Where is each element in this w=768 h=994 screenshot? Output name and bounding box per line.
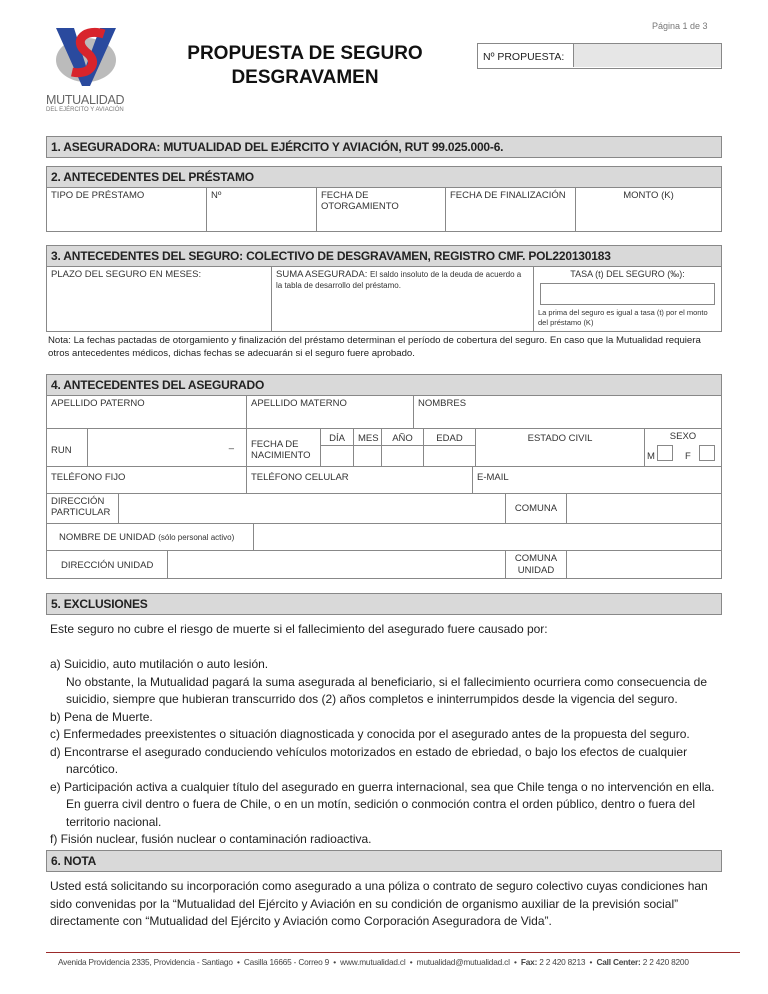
suma-label: SUMA ASEGURADA: [276, 269, 368, 280]
comuna-unidad-label: COMUNA UNIDAD [505, 550, 567, 579]
telefono-fijo-field[interactable]: TELÉFONO FIJO [46, 466, 247, 494]
call-center-label: Call Center: [596, 957, 641, 967]
logo-sub: DEL EJÉRCITO Y AVIACIÓN [46, 107, 124, 113]
fax-label: Fax: [520, 957, 538, 967]
sexo-f-label: F [685, 451, 691, 462]
run-dash: – [228, 443, 234, 454]
mes-field[interactable]: MES [353, 428, 382, 467]
logo-icon [46, 26, 126, 88]
fecha-finalizacion-field[interactable]: FECHA DE FINALIZACIÓN [445, 187, 576, 232]
apellido-paterno-field[interactable]: APELLIDO PATERNO [46, 395, 247, 429]
apellido-materno-field[interactable]: APELLIDO MATERNO [246, 395, 414, 429]
email-field[interactable]: E-MAIL [472, 466, 722, 494]
date-divider [320, 445, 476, 446]
nota-text: Usted está solicitando su incorporación como asegurado a una póliza o contrato de seguro colectivo cuyas condiciones han sido convenidas por la “Mutualidad del Ejército y Aviación en su condición de organismo auxiliar de la previsión social” directamente con “Mutualidad del Ejército y Aviación como Corporación Aseguradora de Vida”. [50, 879, 708, 928]
comuna-field[interactable] [566, 493, 722, 524]
page-number: Página 1 de 3 [652, 21, 708, 31]
section-3-note: Nota: La fechas pactadas de otorgamiento y finalización del préstamo determinan el período de cobertura del seguro. En caso que la Mutualidad requiera otros antecedentes médicos, dichas fechas se adecuarán si el seguro fuere aprobado. [48, 335, 701, 359]
comuna-label: COMUNA [505, 493, 567, 524]
tasa-input[interactable] [540, 283, 715, 305]
title-line-1: PROPUESTA DE SEGURO [187, 43, 423, 64]
suma-asegurada [271, 266, 534, 332]
comuna-unidad-field[interactable] [566, 550, 722, 579]
plazo-field[interactable]: PLAZO DEL SEGURO EN MESES: [46, 266, 272, 332]
sexo-m-label: M [647, 451, 655, 462]
exclusion-a: a) Suicidio, auto mutilación o auto lesión. [50, 657, 269, 671]
call-center-number: 2 2 420 8200 [642, 957, 689, 967]
run-label: RUN [46, 428, 88, 467]
telefono-celular-field[interactable]: TELÉFONO CELULAR [246, 466, 473, 494]
footer-email[interactable]: mutualidad@mutualidad.cl [416, 957, 510, 967]
exclusion-a-note: No obstante, la Mutualidad pagará la suma asegurada al beneficiario, si el fallecimiento ocurriera como consecuencia de suicidio, siempre que hubieran transcurrido dos (2) años completos e ininterrumpidos desde la vigencia del seguro. [66, 674, 708, 706]
unidad-field[interactable] [253, 523, 722, 551]
estado-civil-field[interactable]: ESTADO CIVIL [475, 428, 645, 467]
tasa-label: TASA (t) DEL SEGURO (‰): [570, 269, 685, 279]
exclusion-c: c) Enfermedades preexistentes o situación diagnosticada y conocida por el asegurado antes de la propuesta del seguro. [50, 727, 690, 741]
exclusiones-intro: Este seguro no cubre el riesgo de muerte si el fallecimiento del asegurado fuere causado por: [50, 622, 548, 636]
page-title [160, 42, 450, 90]
direccion-field[interactable] [118, 493, 506, 524]
logo-name: MUTUALIDAD [46, 93, 125, 107]
footer: Avenida Providencia 2335, Providencia - Santiago • Casilla 16665 - Correo 9 • www.mutualidad.cl • mutualidad@mutualidad.cl • Fax: 2 2 420 8213 • Call Center: 2 2 420 8200 [58, 957, 689, 967]
anio-field[interactable]: AÑO [381, 428, 424, 467]
numero-field[interactable]: Nº [206, 187, 317, 232]
exclusiones-list [50, 656, 722, 849]
propuesta-input[interactable] [573, 44, 721, 67]
direccion-unidad-field[interactable] [167, 550, 506, 579]
propuesta-box [477, 43, 722, 69]
exclusion-f: f) Fisión nuclear, fusión nuclear o contaminación radioactiva. [50, 832, 372, 846]
exclusion-b: b) Pena de Muerte. [50, 709, 153, 724]
footer-address: Avenida Providencia 2335, Providencia - Santiago [58, 957, 233, 967]
footer-web[interactable]: www.mutualidad.cl [340, 957, 406, 967]
tipo-prestamo-field[interactable]: TIPO DE PRÉSTAMO [46, 187, 207, 232]
section-4-header: 4. ANTECEDENTES DEL ASEGURADO [46, 374, 722, 396]
fax-number: 2 2 420 8213 [539, 957, 586, 967]
monto-field[interactable]: MONTO (K) [575, 187, 722, 232]
sexo-cell [644, 428, 722, 467]
footer-divider [46, 952, 740, 953]
exclusion-e: e) Participación activa a cualquier título del asegurado en guerra internacional, sea que Chile tenga o no intervención en ella. En guerra civil dentro o fuera de Chile, o en un motín, sedición o conmoción contra el orden público, dentro o fuera del territorio nacional. [50, 779, 715, 829]
sexo-f-checkbox[interactable] [699, 445, 715, 461]
direccion-unidad-label: DIRECCIÓN UNIDAD [46, 550, 168, 579]
section-2-header: 2. ANTECEDENTES DEL PRÉSTAMO [46, 166, 722, 188]
title-line-2: DESGRAVAMEN [231, 67, 379, 88]
unidad-label-text: NOMBRE DE UNIDAD [59, 532, 156, 543]
footer-casilla: Casilla 16665 - Correo 9 [243, 957, 330, 967]
section-6-header: 6. NOTA [46, 850, 722, 872]
section-3-header: 3. ANTECEDENTES DEL SEGURO: COLECTIVO DE DESGRAVAMEN, REGISTRO CMF. POL220130183 [46, 245, 722, 267]
tasa-cell [533, 266, 722, 332]
prima-note: La prima del seguro es igual a tasa (t) por el monto del préstamo (K) [538, 308, 708, 327]
fecha-nacimiento-label: FECHA DE NACIMIENTO [246, 428, 321, 467]
logo [46, 26, 126, 113]
section-5-header: 5. EXCLUSIONES [46, 593, 722, 615]
run-field[interactable] [87, 428, 247, 467]
direccion-label: DIRECCIÓN PARTICULAR [46, 493, 119, 524]
dia-field[interactable]: DÍA [320, 428, 354, 467]
section-1-header: 1. ASEGURADORA: MUTUALIDAD DEL EJÉRCITO Y AVIACIÓN, RUT 99.025.000-6. [46, 136, 722, 158]
nombres-field[interactable]: NOMBRES [413, 395, 722, 429]
sexo-label: SEXO [669, 431, 697, 442]
unidad-label [46, 523, 254, 551]
exclusion-d: d) Encontrarse el asegurado conduciendo vehículos motorizados en estado de ebriedad, o bajo los efectos de cualquier narcótico. [50, 744, 688, 776]
edad-field[interactable]: EDAD [423, 428, 476, 467]
fecha-otorgamiento-field[interactable]: FECHA DE OTORGAMIENTO [316, 187, 446, 232]
propuesta-label: Nº PROPUESTA: [483, 51, 565, 63]
sexo-m-checkbox[interactable] [657, 445, 673, 461]
suma-text: El saldo insoluto de la deuda de acuerdo a la tabla de desarrollo del préstamo. [276, 270, 522, 290]
unidad-note: (sólo personal activo) [158, 533, 235, 542]
